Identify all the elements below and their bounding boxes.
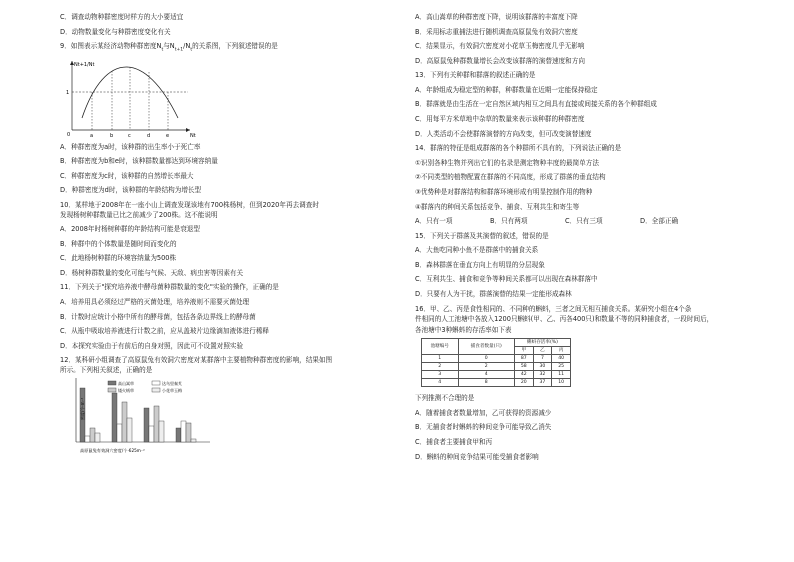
header-pond: 池塘编号 xyxy=(422,339,459,355)
q12-legend xyxy=(108,380,182,393)
table-cell: 20 xyxy=(514,379,533,387)
legend-4: 小花草玉梅 xyxy=(162,388,182,394)
table-cell: 37 xyxy=(533,379,552,387)
q9-option-b: B．种群密度为b和e时，该种群数量都达到环境容纳量 xyxy=(60,157,218,166)
q9-stem: 9．如图表示某经济动物种群密度$N_t$与$N_{t+1}/N_t$的关系图，下列叙述错误的是 xyxy=(60,42,278,53)
header-predator: 捕食者数量(只) xyxy=(458,339,514,355)
table-cell: 7 xyxy=(533,355,552,363)
q9-origin: 0 xyxy=(67,131,71,138)
q11-option-b: B．计数时应统计小格中所有的酵母菌，包括各条边界线上的酵母菌 xyxy=(60,312,256,321)
q10-option-d: D．杨树种群数量的变化可能与气候、天敌、病虫害等因素有关 xyxy=(60,268,244,277)
q14-item-3: ③优势种是对群落结构和群落环境形成有明显控制作用的物种 xyxy=(415,187,593,196)
table-cell: 87 xyxy=(514,355,533,363)
right-column xyxy=(415,14,750,468)
table-cell: 32 xyxy=(533,371,552,379)
table-row xyxy=(422,355,571,363)
q16-option-b: B．无捕食者时蝌蚪的种间竞争可能导致乙消失 xyxy=(415,423,552,432)
table-header-row xyxy=(422,339,571,347)
q16-option-d: D．蝌蚪的种间竞争结果可能受捕食者影响 xyxy=(415,452,539,461)
q16-option-c: C．捕食者主要捕食甲和丙 xyxy=(415,438,493,447)
q13-option-c: C．用每平方米草地中杂草的数量来表示该种群的种群密度 xyxy=(415,115,585,124)
q16-stem-line1: 16．甲、乙、丙是食性相同的、不同种的蝌蚪，三者之间无相互捕食关系。某研究小组在4个条 xyxy=(415,304,692,313)
q9-option-d: D．种群密度为d时，该种群的年龄结构为增长型 xyxy=(60,186,202,195)
q15-stem: 15．下列关于群落及其演替的叙述，错误的是 xyxy=(415,231,549,240)
table-cell: 2 xyxy=(458,363,514,371)
q9-one-label: 1 xyxy=(66,89,70,96)
q12-ylabel: 密度/个·m⁻² xyxy=(80,398,85,421)
q16-option-a: A．随着捕食者数量增加，乙可获得的资源减少 xyxy=(415,408,552,417)
legend-2: 达乌里秦艽 xyxy=(162,381,182,387)
q15-option-c: C．互利共生、捕食和竞争等种间关系都可以出现在森林群落中 xyxy=(415,275,598,284)
q11-option-a: A．培养用具必须经过严格的灭菌处理，培养液则不需要灭菌处理 xyxy=(60,298,250,306)
q9-tick-c: c xyxy=(128,132,131,138)
q9-graph xyxy=(60,58,395,138)
q12-xlabel: 高原鼠兔有效洞穴密度/个·625m⁻² xyxy=(80,448,145,454)
q14-option-c: C．只有三项 xyxy=(565,217,603,226)
q9-option-c: C．种群密度为c时，该种群的自然增长率最大 xyxy=(60,171,194,180)
q10-option-b: B．种群中的个体数量是随时间而变化的 xyxy=(60,239,177,248)
q13-option-a: A．年龄组成为稳定型的种群，种群数量在近期一定能保持稳定 xyxy=(415,85,598,94)
q14-options xyxy=(415,218,750,226)
header-survival: 蝌蚪存活率(%) xyxy=(514,339,570,347)
q12-chart-svg xyxy=(60,376,220,454)
q12-stem-line1: 12．某科研小组调查了高原鼠兔有效洞穴密度对某群落中主要植物种群密度的影响，结果如图 xyxy=(60,356,333,365)
q16-table xyxy=(421,338,571,387)
table-row xyxy=(422,379,571,387)
q12-stem-line2: 所示。下列相关叙述，正确的是 xyxy=(60,365,153,374)
q15-option-a: A．大鱼吃同种小鱼不是群落中的捕食关系 xyxy=(415,246,539,255)
q16-stem-line3: 各池塘中3种蝌蚪的存活率如下表 xyxy=(415,325,512,334)
q10-stem-line1: 10．某样地于2008年在一座小山上调查发现该地有700株杨树，但到2020年再去调查时 xyxy=(60,200,319,209)
q9-curve-svg xyxy=(60,58,200,138)
table-cell: 25 xyxy=(552,363,571,371)
table-cell: 2 xyxy=(422,363,459,371)
q14-item-2: ②不同类型的植物配置在群落的不同高度，形成了群落的垂直结构 xyxy=(415,173,606,182)
q12-option-a: A．高山嵩草的种群密度下降，说明该群落的丰富度下降 xyxy=(415,13,578,21)
q11-stem: 11．下列关于"探究培养液中酵母菌种群数量的变化"实验的操作，正确的是 xyxy=(60,283,279,292)
q10-option-c: C．此地杨树种群的环境容纳量为500株 xyxy=(60,254,177,263)
q8-option-d: D．动物数量变化与种群密度变化有关 xyxy=(60,27,171,36)
q11-option-c: C．从瓶中吸取培养液进行计数之前，应从盖玻片边缘滴加液体进行稀释 xyxy=(60,327,270,336)
q15-option-d: D．只要有人为干扰，群落演替的结果一定能形成森林 xyxy=(415,289,572,298)
q13-option-d: D．人类活动不会使群落演替的方向改变，但可改变演替速度 xyxy=(415,129,592,138)
q13-stem: 13．下列有关种群和群落的叙述正确的是 xyxy=(415,71,536,80)
q9-ylabel: Nt+1/Nt xyxy=(74,61,95,68)
q9-tick-b: b xyxy=(110,132,114,138)
q9-tick-d: d xyxy=(147,132,151,138)
q10-option-a: A．2008年时杨树种群的年龄结构可能是衰退型 xyxy=(60,225,200,234)
q8-option-c: C．调查动物种群密度时样方的大小要适宜 xyxy=(60,13,184,21)
subheader-jia: 甲 xyxy=(514,347,533,355)
q12-bar-chart xyxy=(60,376,395,454)
subheader-yi: 乙 xyxy=(533,347,552,355)
q9-tick-a: a xyxy=(90,132,94,138)
q16-ask: 下列推测不合理的是 xyxy=(415,394,475,403)
table-cell: 8 xyxy=(458,379,514,387)
q15-option-b: B．森林群落在垂直方向上有明显的分层现象 xyxy=(415,260,545,269)
table-cell: 0 xyxy=(458,355,514,363)
q14-item-1: ①识别各种生物并列出它们的名录是测定物种丰度的最简单方法 xyxy=(415,158,599,167)
table-cell: 40 xyxy=(552,355,571,363)
q10-stem-line2: 发现杨树种群数量已比之前减少了200株。这不能说明 xyxy=(60,210,218,219)
q11-option-d: D．本探究实验由于有前后的自身对照，因此可不设置对照实验 xyxy=(60,341,244,350)
table-row xyxy=(422,363,571,371)
q16-stem-line2: 件相同的人工池塘中各放入1200只蝌蚪(甲、乙、丙各400只)和数量不等的同种捕食者，一段时间后， xyxy=(415,315,714,324)
q14-option-b: B．只有两项 xyxy=(490,217,528,226)
table-cell: 11 xyxy=(552,371,571,379)
table-cell: 10 xyxy=(552,379,571,387)
q12-option-c: C．结果显示，有效洞穴密度对小花草玉梅密度几乎无影响 xyxy=(415,42,585,51)
q14-option-d: D．全部正确 xyxy=(640,217,679,226)
q9-option-a: A．种群密度为a时，该种群的出生率小于死亡率 xyxy=(60,142,201,151)
q12-option-b: B．采用标志重捕法进行随机调查高原鼠兔有效洞穴密度 xyxy=(415,27,578,36)
table-cell: 3 xyxy=(422,371,459,379)
table-cell: 4 xyxy=(422,379,459,387)
q13-option-b: B．群落就是由生活在一定自然区域内相互之间具有直接或间接关系的各个种群组成 xyxy=(415,100,657,109)
q9-xlabel: Nt xyxy=(190,132,196,138)
table-row xyxy=(422,371,571,379)
table-cell: 42 xyxy=(514,371,533,379)
subheader-bing: 丙 xyxy=(552,347,571,355)
q12-option-d: D．高原鼠兔种群数量增长会改变该群落的演替速度和方向 xyxy=(415,56,585,65)
left-column xyxy=(60,14,395,454)
q14-option-a: A．只有一项 xyxy=(415,217,453,226)
table-cell: 58 xyxy=(514,363,533,371)
table-cell: 4 xyxy=(458,371,514,379)
q14-item-4: ④群落内的种间关系包括竞争、捕食、互利共生和寄生等 xyxy=(415,202,580,211)
q9-tick-e: e xyxy=(166,132,170,138)
table-cell: 1 xyxy=(422,355,459,363)
legend-1: 高山嵩草 xyxy=(118,381,134,387)
table-cell: 30 xyxy=(533,363,552,371)
legend-3: 矮火绒草 xyxy=(118,388,134,394)
q14-stem: 14．群落的特征是组成群落的各个种群所不具有的，下列说法正确的是 xyxy=(415,144,622,153)
